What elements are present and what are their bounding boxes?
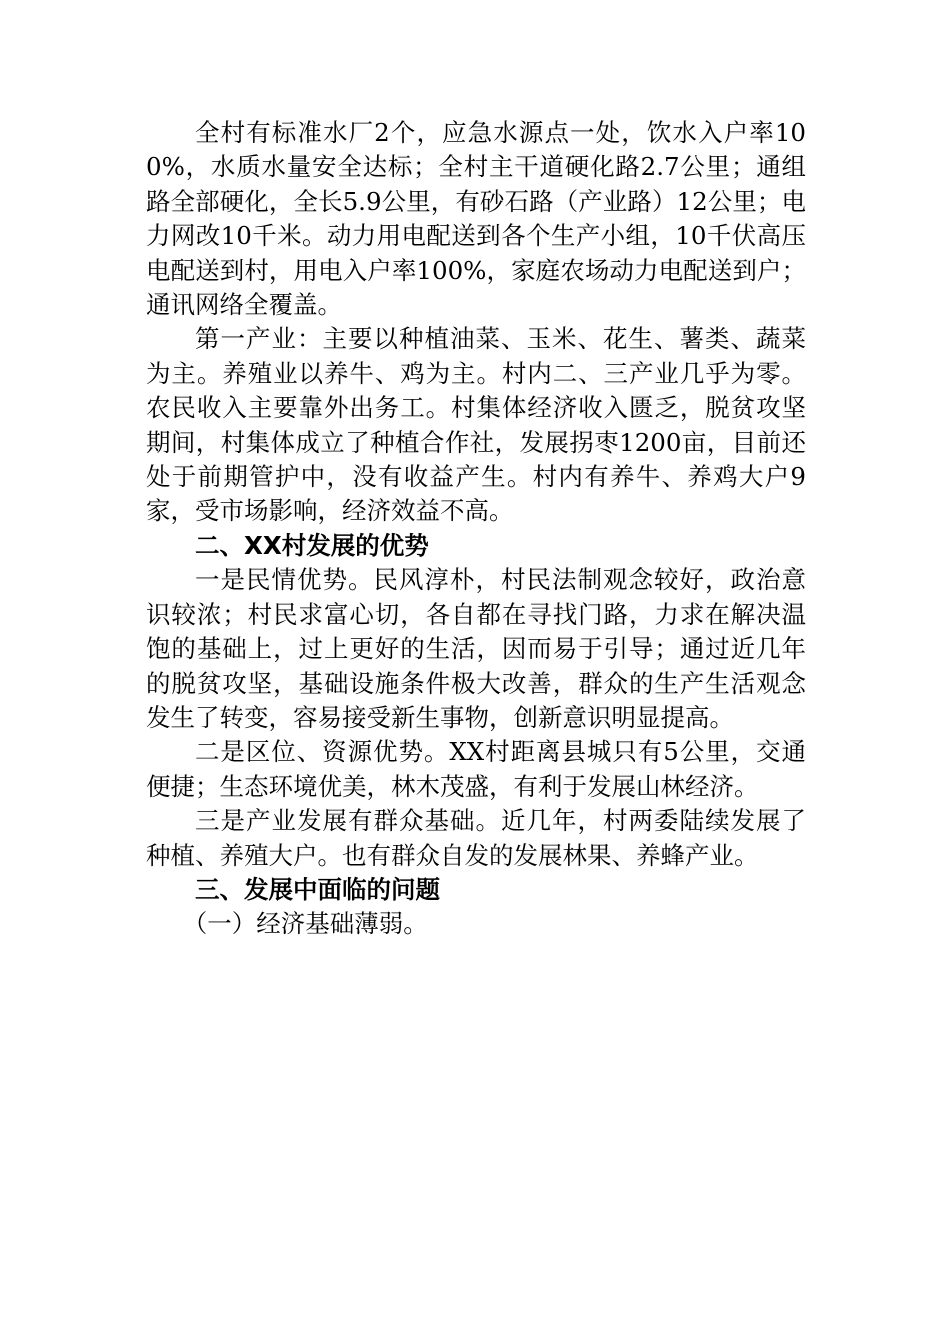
- paragraph-infrastructure: 全村有标准水厂2个，应急水源点一处，饮水入户率100%，水质水量安全达标；全村主干道硬化路2.7公里；通组路全部硬化，全长5.9公里，有砂石路（产业路）12公里；电力网改10千米。动力用电配送到各个生产小组，10千伏高压电配送到村，用电入户率100%，家庭农场动力电配送到户；通讯网络全覆盖。: [146, 118, 806, 320]
- section-heading-problems: 三、发展中面临的问题: [195, 874, 440, 904]
- section-heading-advantages: 二、XX村发展的优势: [195, 530, 429, 560]
- subheading-weak-economy: （一）经济基础薄弱。: [182, 909, 428, 939]
- document-body: [146, 116, 806, 942]
- paragraph-primary-industry: 第一产业：主要以种植油菜、玉米、花生、薯类、蔬菜为主。养殖业以养牛、鸡为主。村内二、三产业几乎为零。农民收入主要靠外出务工。村集体经济收入匮乏，脱贫攻坚期间，村集体成立了种植合作社，发展拐枣1200亩，目前还处于前期管护中，没有收益产生。村内有养牛、养鸡大户9家，受市场影响，经济效益不高。: [146, 324, 806, 526]
- paragraph-advantage-2: 二是区位、资源优势。XX村距离县城只有5公里，交通便捷；生态环境优美，林木茂盛，有利于发展山林经济。: [146, 737, 806, 801]
- paragraph-advantage-3: 三是产业发展有群众基础。近几年，村两委陆续发展了种植、养殖大户。也有群众自发的发展林果、养蜂产业。: [146, 806, 806, 870]
- paragraph-advantage-1: 一是民情优势。民风淳朴，村民法制观念较好，政治意识较浓；村民求富心切，各自都在寻找门路，力求在解决温饱的基础上，过上更好的生活，因而易于引导；通过近几年的脱贫攻坚，基础设施条件极大改善，群众的生产生活观念发生了转变，容易接受新生事物，创新意识明显提高。: [146, 565, 806, 732]
